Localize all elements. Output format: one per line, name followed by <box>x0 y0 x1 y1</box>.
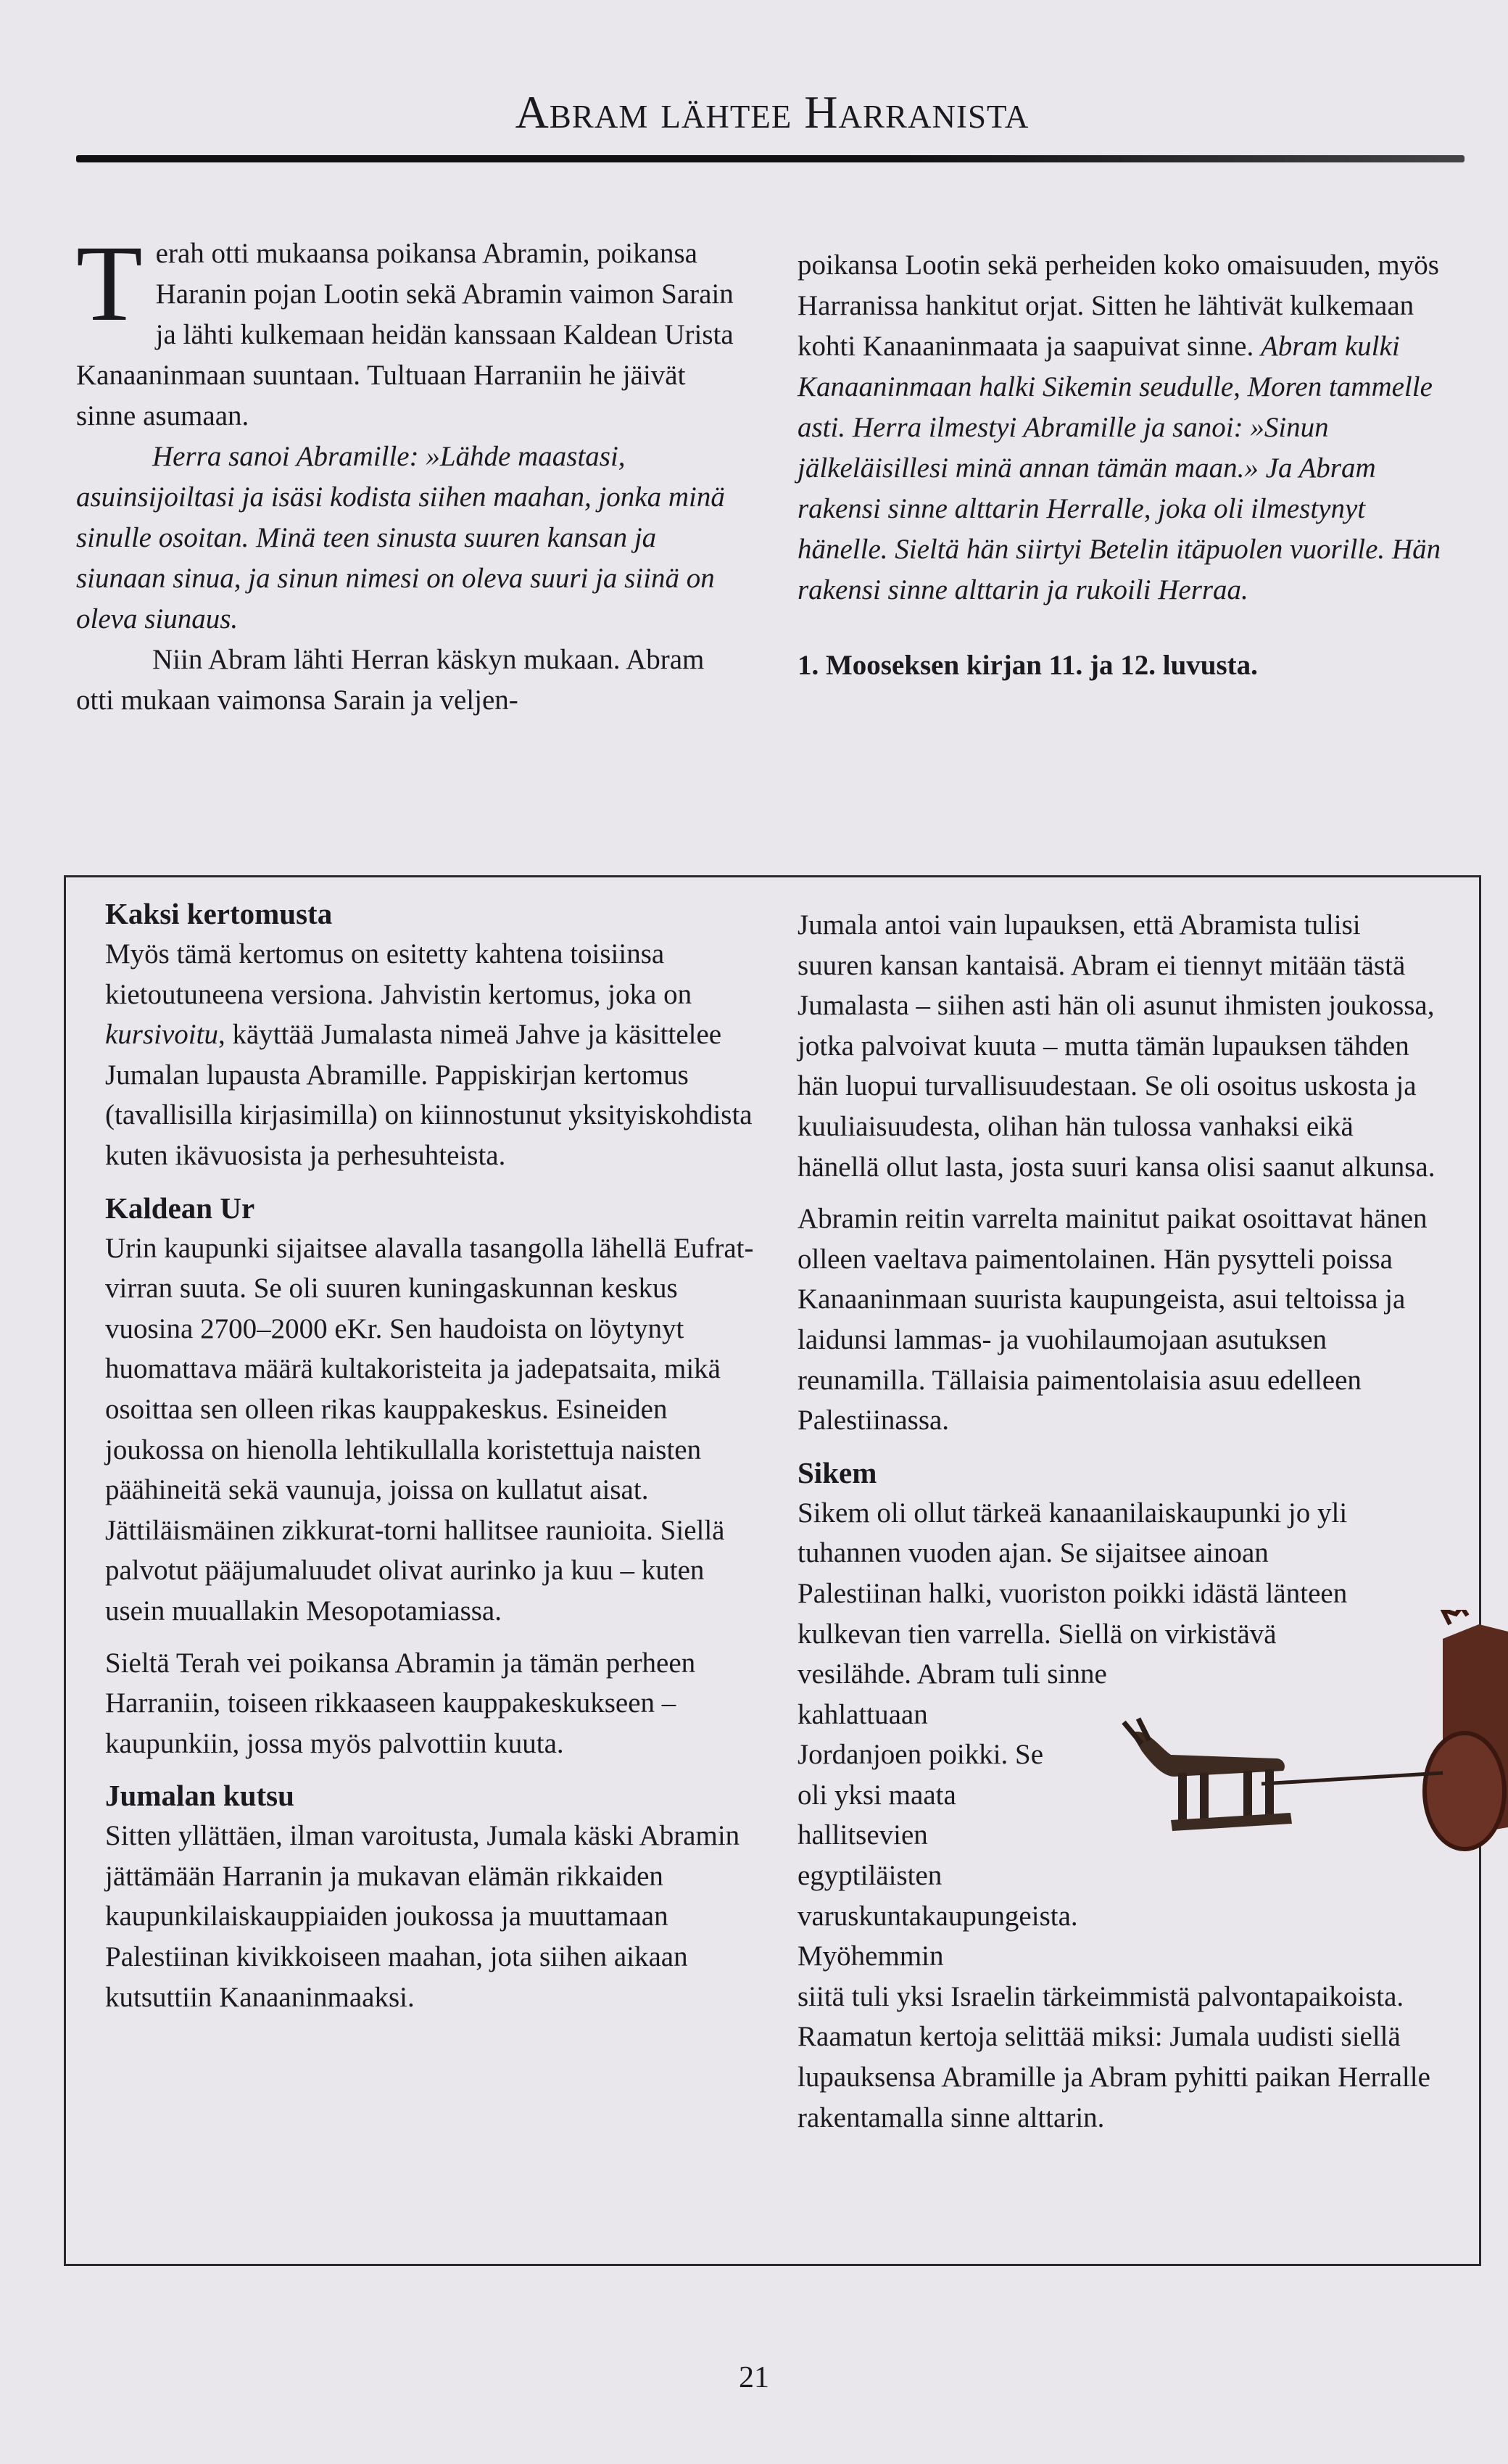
story-text: poikansa Lootin sekä perheiden koko omaisuuden, myös Harranissa hankitut orjat. Sitten he lähtivät kulkemaan kohti Kanaaninmaata ja saapuivat sinne. <box>798 249 1439 362</box>
section-paragraph: siitä tuli yksi Israelin tärkeimmistä palvontapaikoista. Raamatun kertoja selittää miksi: Jumala uudisti siellä lupauksensa Abramille ja Abram pyhitti paikan Herralle rakentamalla sinne alttarin. <box>798 1980 1430 2133</box>
story-italic-text: Abram kulki Kanaaninmaan halki Sikemin seudulle, Moren tammelle asti. Herra ilmestyi Abramille ja sanoi: »Sinun jälkeläisillesi minä annan tämän maan.» Ja Abram rakensi sinne alttarin Herralle, joka oli ilmestynyt hänelle. Sieltä hän siirtyi Betelin itäpuolen vuorille. Hän rakensi sinne alttarin ja rukoili Herraa. <box>798 331 1441 605</box>
cart-illustration <box>1102 1610 1508 1943</box>
cart-rail <box>1443 1610 1467 1624</box>
story-paragraph <box>76 223 736 437</box>
section-text: Myös tämä kertomus on esitetty kahtena toisiinsa kietoutuneena versiona. Jahvistin kertomus, joka on <box>105 938 692 1010</box>
source-reference: 1. Mooseksen kirjan 11. ja 12. luvusta. <box>798 650 1258 681</box>
cart-wheel <box>1425 1733 1504 1849</box>
animal-leg <box>1178 1773 1187 1824</box>
section-italic-text: kursivoitu <box>105 1019 218 1051</box>
story-paragraph: Niin Abram lähti Herran käskyn mukaan. Abram otti mukaan vaimonsa Sarain ja veljen- <box>76 644 705 716</box>
story-paragraph: Herra sanoi Abramille: »Lähde maastasi, asuinsijoiltasi ja isäsi kodista siihen maahan, jonka minä sinulle osoitan. Minä teen sinusta suuren kansan ja siunaan sinua, ja sinun nimesi on oleva suuri ja siinä on oleva siunaus. <box>76 441 725 634</box>
story-text: erah otti mukaansa poikansa Abramin, poikansa Haranin pojan Lootin sekä Abramin vaimon Sarain ja lähti kulkemaan heidän kanssaan Kaldean Urista Kanaaninmaan suuntaan. Tultuaan Harraniin he jäivät sinne asumaan. <box>76 238 734 431</box>
story-left-column <box>76 223 736 721</box>
section-paragraph: Sikem oli ollut tärkeä kanaanilaiskaupunki jo yli tuhannen vuoden ajan. Se sijaitsee ainoan Palestiinan halki, vuoriston poikki idästä länteen kulkevan tien varrella. Siellä on virkistävä vesilähde. Abram tuli sinne <box>798 1497 1348 1690</box>
section-paragraph: Jumala antoi vain lupauksen, että Abramista tulisi suuren kansan kantaisä. Abram ei tiennyt mitään tästä Jumalasta – siihen asti hän oli asunut ihmisten joukossa, jotka palvoivat kuuta – mutta tämän lupauksen tähden hän luopui turvallisuudestaan. Se oli osoitus uskosta ja kuuliaisuudesta, olihan hän tulossa vanhaksi eikä hänellä ollut lasta, josta suuri kansa olisi saanut alkunsa. <box>798 909 1436 1183</box>
section-heading: Kaldean Ur <box>105 1191 255 1225</box>
page-title: Abram lähtee Harranista <box>515 86 1030 138</box>
title-rule <box>76 155 1464 162</box>
animal-base <box>1171 1813 1292 1831</box>
page-number: 21 <box>739 2361 769 2394</box>
drop-cap: T <box>76 223 143 344</box>
section-paragraph: Urin kaupunki sijaitsee alavalla tasangolla lähellä Eufrat-virran suuta. Se oli suuren kuningaskunnan keskus vuosina 2700–2000 eKr. Sen haudoista on löytynyt huomattava määrä kultakoristeita ja jadepatsaita, mikä osoittaa sen olleen rikas kauppakeskus. Esineiden joukossa on hienolla lehtikullalla koristettuja naisten päähineitä sekä vaunuja, joissa on kullatut aisat. Jättiläismäinen zikkurat-torni hallitsee raunioita. Siellä palvotut pääjumaluudet olivat aurinko ja kuu – kuten usein muuallakin Mesopotamiassa. <box>105 1232 754 1626</box>
animal-leg <box>1265 1769 1274 1817</box>
section-paragraph: kahlattuaan Jordanjoen poikki. Se oli yksi maata hallitsevien egyptiläisten varuskuntakaupungeista. Myöhemmin <box>798 1698 1078 1972</box>
animal-leg <box>1200 1773 1209 1820</box>
section-text: , käyttää Jumalasta nimeä Jahve ja käsittelee Jumalan lupausta Abramille. Pappiskirjan kertomus (tavallisilla kirjasimilla) on kiinnostunut yksityiskohdista kuten ikävuosista ja perhesuhteista. <box>105 1019 753 1171</box>
box-right-column <box>798 905 1436 2138</box>
story-paragraph <box>798 245 1450 611</box>
section-heading: Kaksi kertomusta <box>105 897 333 930</box>
section-paragraph: Abramin reitin varrelta mainitut paikat osoittavat hänen olleen vaeltava paimentolainen. Hän pysytteli poissa Kanaaninmaan suurista kaupungeista, asui teltoissa ja laidunsi lammas- ja vuohilaumojaan asutuksen reunamilla. Tällaisia paimentolaisia asuu edelleen Palestiinassa. <box>798 1203 1428 1436</box>
box-left-column <box>105 893 758 2017</box>
section-heading: Jumalan kutsu <box>105 1779 294 1813</box>
section-heading: Sikem <box>798 1455 877 1489</box>
cart-shaft <box>1262 1773 1443 1784</box>
animal-figure <box>1131 1732 1285 1777</box>
story-right-column <box>798 245 1450 686</box>
section-paragraph: Sieltä Terah vei poikansa Abramin ja tämän perheen Harraniin, toiseen rikkaaseen kauppakeskukseen – kaupunkiin, jossa myös palvottiin kuuta. <box>105 1647 696 1759</box>
section-paragraph <box>105 934 758 1176</box>
section-paragraph: Sitten yllättäen, ilman varoitusta, Jumala käski Abramin jättämään Harranin ja mukavan elämän rikkaiden kaupunkilaiskauppiaiden joukossa ja muuttamaan Palestiinan kivikkoiseen maahan, jota siihen aikaan kutsuttiin Kanaaninmaaksi. <box>105 1820 740 2013</box>
animal-leg <box>1243 1771 1252 1822</box>
